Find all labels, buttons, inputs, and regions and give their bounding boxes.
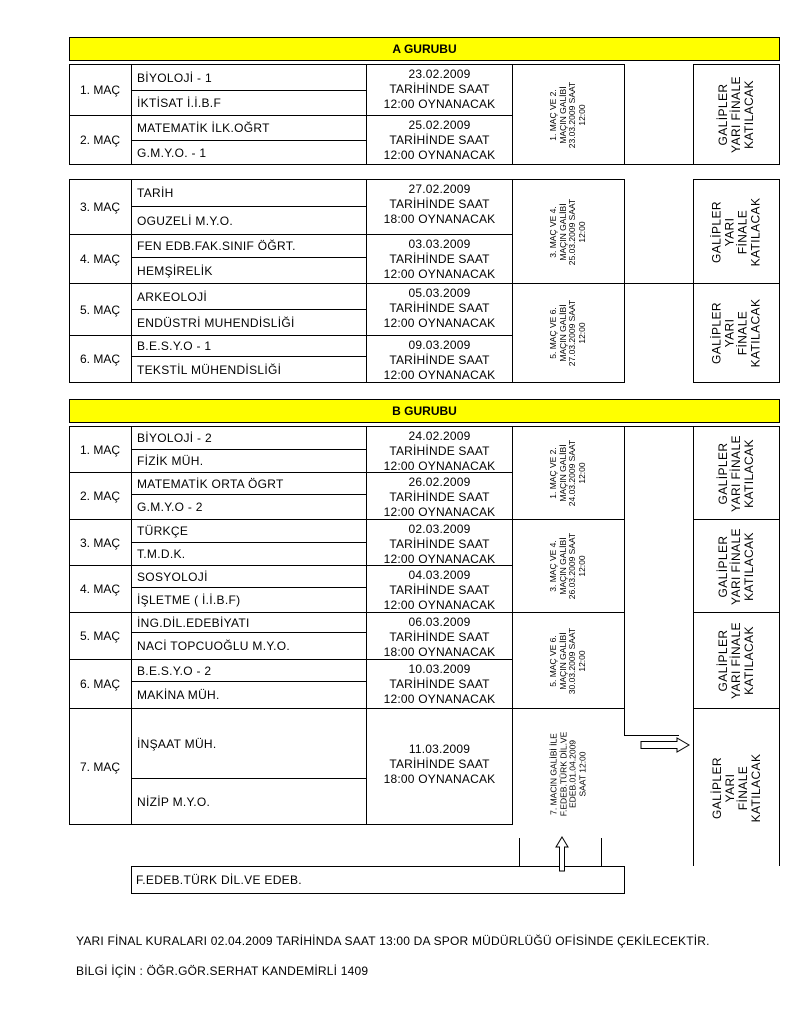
b-semi-col-left-line <box>624 708 625 736</box>
b-match-1-label: 1. MAÇ <box>69 426 132 473</box>
b-match-2-team-1: MATEMATİK ORTA ÖGRT <box>131 472 367 495</box>
time-line: TARİHİNDE SAAT <box>389 133 490 147</box>
b-match-5-team-2: NACİ TOPCUOĞLU M.Y.O. <box>131 632 367 660</box>
b-match-1-team-1: BİYOLOJİ - 2 <box>131 426 367 450</box>
b-match-5-team-1: İNG.DİL.EDEBİYATI <box>131 612 367 633</box>
a-match-6-schedule <box>366 335 513 383</box>
b-match-4-schedule <box>366 565 513 613</box>
b-final-3-text: GALİPLER YARI FİNALE KATILACAK <box>716 622 756 699</box>
time-line: TARİHİNDE SAAT <box>389 630 490 644</box>
a-match-2-schedule <box>366 115 513 165</box>
a-match-1-schedule <box>366 64 513 116</box>
time: 18:00 OYNANACAK <box>383 212 496 226</box>
b-match-7-schedule <box>366 708 513 825</box>
b-match-7-team-2: NİZİP M.Y.O. <box>131 778 367 825</box>
time: 12:00 OYNANACAK <box>383 692 496 706</box>
time-line: TARİHİNDE SAAT <box>389 757 490 771</box>
a-match-3-team-1: TARİH <box>131 179 367 207</box>
b-match-6-team-2: MAKİNA MÜH. <box>131 681 367 709</box>
b-semi-1-text: 1. MAÇ VE 2. MAÇIN GALİBİ 24.03.2009 SAAT 12:00 <box>548 439 587 507</box>
draw-note: YARI FİNAL KURALARI 02.04.2009 TARİHİNDA SAAT 13:00 DA SPOR MÜDÜRLÜĞÜ OFİSİNDE ÇEKİLECEKTİR. <box>76 934 710 948</box>
date: 26.02.2009 <box>408 475 471 489</box>
b-match-6-label: 6. MAÇ <box>69 659 132 709</box>
time-line: TARİHİNDE SAAT <box>389 677 490 691</box>
time: 18:00 OYNANACAK <box>383 645 496 659</box>
time-line: TARİHİNDE SAAT <box>389 252 490 266</box>
b-final-4 <box>700 710 774 866</box>
a-match-1-team-2: İKTİSAT İ.İ.B.F <box>131 90 367 116</box>
time: 12:00 OYNANACAK <box>383 598 496 612</box>
a-match-2-team-2: G.M.Y.O. - 1 <box>131 140 367 165</box>
date: 24.02.2009 <box>408 429 471 443</box>
a-match-3-schedule <box>366 179 513 235</box>
a-final-3-text: GALİPLER YARI FİNALE KATILACAK <box>709 298 763 368</box>
time: 18:00 OYNANACAK <box>383 772 496 786</box>
b-match-6-team-1: B.E.S.Y.O - 2 <box>131 659 367 682</box>
b-final-right-line <box>779 708 780 866</box>
b-match-1-team-2: FİZİK MÜH. <box>131 449 367 473</box>
a-match-5-team-2: ENDÜSTRİ MUHENDİSLİĞİ <box>131 309 367 336</box>
b-final-3 <box>693 612 780 709</box>
b-final-4-text: GALİPLER YARI FİNALE KATILACAK <box>710 753 763 823</box>
a-match-4-team-2: HEMŞİRELİK <box>131 257 367 284</box>
b-gap-bottom-line <box>624 735 679 736</box>
b-final-1 <box>693 426 780 520</box>
b-semi4-tick-left <box>519 838 520 866</box>
up-arrow-icon <box>555 836 569 872</box>
time: 12:00 OYNANACAK <box>383 148 496 162</box>
a-match-2-team-1: MATEMATİK İLK.OĞRT <box>131 115 367 141</box>
a-semi-3-text: 5. MAÇ VE 6. MAÇIN GALİBİ 27.03.2009 SAAT 12:00 <box>548 299 587 367</box>
date: 09.03.2009 <box>408 338 471 352</box>
b-final-1-text: GALİPLER YARI FİNALE KATILACAK <box>716 434 756 512</box>
b-gap-top-line <box>624 426 694 427</box>
a-semi-2 <box>512 179 625 284</box>
date: 04.03.2009 <box>408 568 471 582</box>
right-arrow-icon <box>640 737 690 753</box>
b-match-3-team-1: TÜRKÇE <box>131 519 367 543</box>
contact-info: BİLGİ İÇİN : ÖĞR.GÖR.SERHAT KANDEMİRLİ 1409 <box>76 964 369 978</box>
time-line: TARİHİNDE SAAT <box>389 490 490 504</box>
group-b-header: B GURUBU <box>69 399 780 423</box>
b-match-3-team-2: T.M.D.K. <box>131 542 367 566</box>
b-match-3-schedule <box>366 519 513 566</box>
time: 12:00 OYNANACAK <box>383 368 496 382</box>
b-match-1-schedule <box>366 426 513 473</box>
b-final-left-line <box>693 708 694 866</box>
time-line: TARİHİNDE SAAT <box>389 583 490 597</box>
a-match-5-label: 5. MAÇ <box>69 283 132 336</box>
b-semi-3-text: 5. MAÇ VE 6. MAÇIN GALİBİ 30.03.2009 SAAT 12:00 <box>548 627 587 694</box>
a-semi-3 <box>512 283 625 383</box>
a-match-5-team-1: ARKEOLOJİ <box>131 283 367 310</box>
b-match-3-label: 3. MAÇ <box>69 519 132 566</box>
b-match-2-schedule <box>366 472 513 520</box>
time-line: TARİHİNDE SAAT <box>389 82 490 96</box>
time-line: TARİHİNDE SAAT <box>389 444 490 458</box>
a-match-6-label: 6. MAÇ <box>69 335 132 383</box>
b-final-2 <box>693 519 780 613</box>
a-match-4-schedule <box>366 234 513 284</box>
a-final-3 <box>693 283 780 383</box>
time: 12:00 OYNANACAK <box>383 267 496 281</box>
b-final-2-text: GALİPLER YARI FİNALE KATILACAK <box>716 527 756 605</box>
a-final-1-text: GALİPLER YARI FİNALE KATILACAK <box>716 76 756 153</box>
b-match-2-label: 2. MAÇ <box>69 472 132 520</box>
time: 12:00 OYNANACAK <box>383 459 496 473</box>
date: 10.03.2009 <box>408 662 471 676</box>
time: 12:00 OYNANACAK <box>383 97 496 111</box>
a-final-2 <box>693 179 780 284</box>
date: 11.03.2009 <box>408 742 471 756</box>
b-semi-2 <box>512 519 625 613</box>
b-semi4-tick-right <box>601 838 602 866</box>
date: 02.03.2009 <box>408 522 471 536</box>
time-line: TARİHİNDE SAAT <box>389 537 490 551</box>
time-line: TARİHİNDE SAAT <box>389 301 490 315</box>
date: 25.02.2009 <box>408 118 471 132</box>
time-line: TARİHİNDE SAAT <box>389 197 490 211</box>
b-bye-team: F.EDEB.TÜRK DİL.VE EDEB. <box>136 873 302 887</box>
b-match-7-team-1: İNŞAAT MÜH. <box>131 708 367 779</box>
time: 12:00 OYNANACAK <box>383 316 496 330</box>
time: 12:00 OYNANACAK <box>383 505 496 519</box>
b-match-4-team-2: İŞLETME ( İ.İ.B.F) <box>131 587 367 613</box>
b-semi-2-text: 3. MAÇ VE 4. MAÇIN GALİBİ 26.03.2009 SAAT 12:00 <box>548 532 587 600</box>
b-match-4-team-1: SOSYOLOJİ <box>131 565 367 588</box>
date: 27.02.2009 <box>408 182 471 196</box>
b-semi-4 <box>520 710 616 838</box>
a-match-4-team-1: FEN EDB.FAK.SINIF ÖĞRT. <box>131 234 367 258</box>
a-match-2-label: 2. MAÇ <box>69 115 132 165</box>
b-semi-3 <box>512 612 625 709</box>
a-match-3-label: 3. MAÇ <box>69 179 132 235</box>
b-match-5-label: 5. MAÇ <box>69 612 132 660</box>
a-match-1-team-1: BİYOLOJİ - 1 <box>131 64 367 91</box>
group-a-header: A GURUBU <box>69 37 780 61</box>
a-match-6-team-1: B.E.S.Y.O - 1 <box>131 335 367 357</box>
a-match-3-team-2: OGUZELİ M.Y.O. <box>131 206 367 235</box>
b-semi-1 <box>512 426 625 520</box>
a-final-2-text: GALİPLER YARI FİNALE KATILACAK <box>709 197 763 266</box>
time: 12:00 OYNANACAK <box>383 552 496 566</box>
a-semi-2-text: 3. MAÇ VE 4. MAÇIN GALİBİ 25.03.2009 SAAT 12:00 <box>548 198 587 265</box>
b-match-7-label: 7. MAÇ <box>69 708 132 825</box>
a-gap-2 <box>624 179 694 284</box>
time-line: TARİHİNDE SAAT <box>389 353 490 367</box>
date: 05.03.2009 <box>408 286 471 300</box>
a-match-4-label: 4. MAÇ <box>69 234 132 284</box>
a-final-1 <box>693 64 780 165</box>
b-match-2-team-2: G.M.Y.O - 2 <box>131 494 367 520</box>
a-match-1-label: 1. MAÇ <box>69 64 132 116</box>
date: 03.03.2009 <box>408 237 471 251</box>
a-match-6-team-2: TEKSTİL MÜHENDİSLİĞİ <box>131 356 367 383</box>
date: 06.03.2009 <box>408 615 471 629</box>
b-match-5-schedule <box>366 612 513 660</box>
a-semi-1-text: 1. MAÇ VE 2. MAÇIN GALİBİ 23.03.2009 SAAT 12:00 <box>548 81 587 148</box>
b-match-6-schedule <box>366 659 513 709</box>
b-match-4-label: 4. MAÇ <box>69 565 132 613</box>
a-semi-1 <box>512 64 625 165</box>
a-match-5-schedule <box>366 283 513 336</box>
b-semi-4-text: 7. MACIN GALİBİ İLE F.EDEB.TÜRK DİL.VE EDEB.01.04.2009 SAAT 12:00 <box>548 731 587 817</box>
date: 23.02.2009 <box>408 67 471 81</box>
a-gap-1 <box>624 64 694 165</box>
